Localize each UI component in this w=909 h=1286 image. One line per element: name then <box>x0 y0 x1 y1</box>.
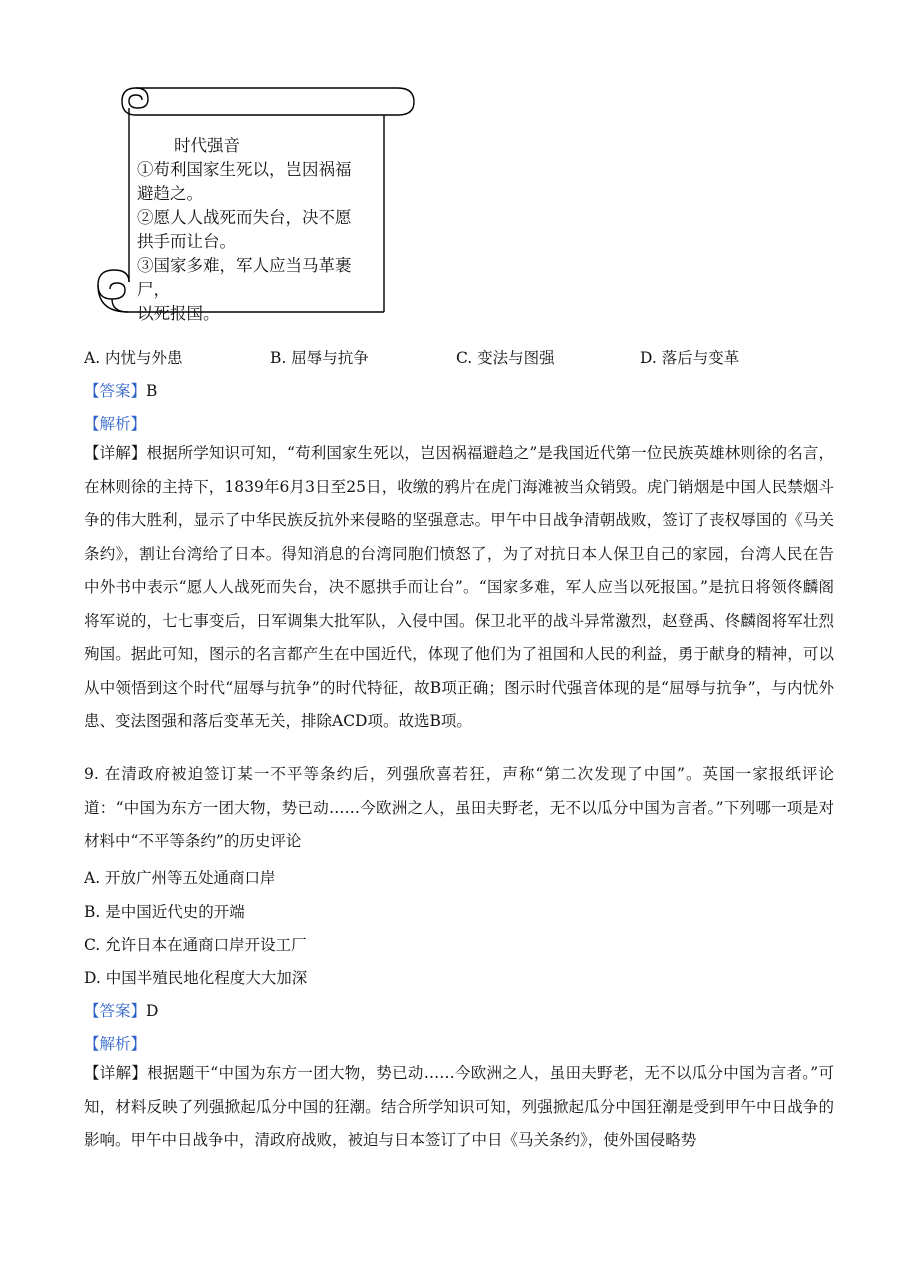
q8-detail <box>84 437 834 739</box>
q9-answer-tag: 【答案】 <box>84 1002 147 1020</box>
q8-detail-text: 根据所学知识可知，“苟利国家生死以，岂因祸福避趋之”是我国近代第一位民族英雄林则徐的名言，在林则徐的主持下，1839年6月3日至25日，收缴的鸦片在虎门海滩被当众销毁。虎门销烟是中国人民禁烟斗争的伟大胜利，显示了中华民族反抗外来侵略的坚强意志。甲午中日战争清朝战败，签订了丧权辱国的《马关条约》，割让台湾给了日本。得知消息的台湾同胞们愤怒了，为了对抗日本人保卫自己的家园，台湾人民在告中外书中表示“愿人人战死而失台，决不愿拱手而让台”。“国家多难，军人应当以死报国。”是抗日将领佟麟阁将军说的，七七事变后，日军调集大批军队，入侵中国。保卫北平的战斗异常激烈，赵登禹、佟麟阁将军壮烈殉国。据此可知，图示的名言都产生在中国近代，体现了他们为了祖国和人民的利益，勇于献身的精神，可以从中领悟到这个时代“屈辱与抗争”的时代特征，故B项正确；图示时代强音体现的是“屈辱与抗争”，与内忧外患、变法图强和落后变革无关，排除ACD项。故选B项。 <box>84 444 834 730</box>
q9-answer <box>84 999 158 1021</box>
scroll-line-2: 避趋之。 <box>137 184 203 203</box>
q9-option-d: D. 中国半殖民地化程度大大加深 <box>84 969 308 987</box>
q9-analysis-tag: 【解析】 <box>84 1035 147 1053</box>
q9-detail <box>84 1057 834 1158</box>
quote-scroll-figure <box>92 86 418 323</box>
q8-detail-tag: 【详解】 <box>84 444 147 462</box>
q9-detail-tag: 【详解】 <box>84 1064 148 1082</box>
q8-analysis-tag: 【解析】 <box>84 415 147 433</box>
q8-option-b: B. 屈辱与抗争 <box>270 349 369 367</box>
scroll-line-3: ②愿人人战死而失台，决不愿 <box>137 208 352 227</box>
q8-option-c: C. 变法与图强 <box>456 349 555 367</box>
q9-stem: 9. 在清政府被迫签订某一不平等条约后，列强欣喜若狂，声称“第二次发现了中国”。英国一家报纸评论道：“中国为东方一团大物，势已动……今欧洲之人，虽田夫野老，无不以瓜分中国为言者。”下列哪一项是对材料中“不平等条约”的历史评论 <box>84 765 834 850</box>
scroll-line-5: ③国家多难，军人应当马革裹尸， <box>137 256 352 299</box>
scroll-line-6: 以死报国。 <box>137 304 220 323</box>
q9-option-c: C. 允许日本在通商口岸开设工厂 <box>84 936 307 954</box>
scroll-quotes <box>137 134 377 326</box>
q8-answer-value: B <box>146 382 158 400</box>
q9-option-b: B. 是中国近代史的开端 <box>84 903 245 921</box>
q8-option-d: D. 落后与变革 <box>640 349 740 367</box>
q9-detail-text: 根据题干“中国为东方一团大物，势已动……今欧洲之人，虽田夫野老，无不以瓜分中国为言者。”可知，材料反映了列强掀起瓜分中国的狂潮。结合所学知识可知，列强掀起瓜分中国狂潮是受到甲午中日战争的影响。甲午中日战争中，清政府战败，被迫与日本签订了中日《马关条约》，使外国侵略势 <box>84 1064 834 1149</box>
scroll-title: 时代强音 <box>174 136 240 155</box>
q9-answer-value: D <box>146 1002 159 1020</box>
scroll-line-1: ①苟利国家生死以，岂因祸福 <box>137 160 352 179</box>
scroll-line-4: 拱手而让台。 <box>137 232 236 251</box>
q8-option-a: A. 内忧与外患 <box>84 349 183 367</box>
q9-option-a: A. 开放广州等五处通商口岸 <box>84 869 276 887</box>
q8-answer <box>84 379 157 401</box>
q8-answer-tag: 【答案】 <box>84 382 147 400</box>
